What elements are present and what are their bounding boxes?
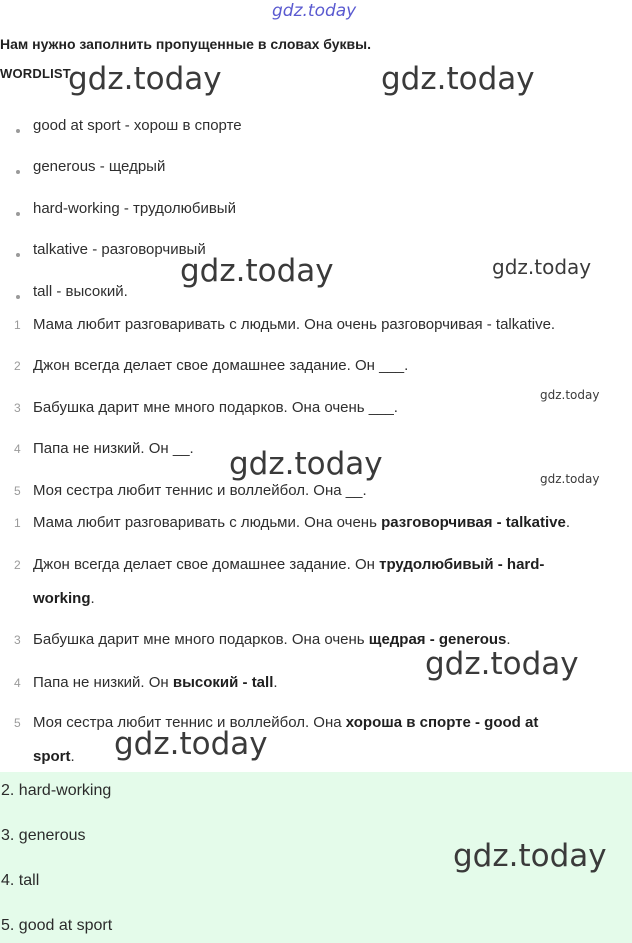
watermark: gdz.today (540, 472, 600, 486)
task-number: 1 (14, 318, 21, 332)
task-number: 2 (14, 359, 21, 373)
intro-text: Нам нужно заполнить пропущенные в словах буквы. (0, 36, 371, 52)
watermark-top: gdz.today (272, 1, 357, 21)
wordlist-item: good at sport - хорош в спорте (33, 117, 242, 134)
watermark: gdz.today (492, 255, 592, 279)
answer-text-continued: working. (33, 590, 95, 607)
answer-text-continued: sport. (33, 748, 75, 765)
answer-text: Моя сестра любит теннис и воллейбол. Она хороша в спорте - good at (33, 714, 539, 731)
task-number: 3 (14, 401, 21, 415)
final-answer: 4. tall (1, 872, 40, 889)
answer-number: 4 (14, 676, 21, 690)
watermark: gdz.today (425, 646, 579, 682)
bullet (16, 253, 20, 257)
wordlist-title: WORDLIST (0, 66, 71, 81)
answer-number: 3 (14, 633, 21, 647)
watermark: gdz.today (229, 446, 383, 482)
wordlist-item: generous - щедрый (33, 158, 166, 175)
watermark: gdz.today (114, 726, 268, 762)
task-text: Моя сестра любит теннис и воллейбол. Она __. (33, 482, 367, 499)
final-answer: 3. generous (1, 827, 86, 844)
bullet (16, 212, 20, 216)
answer-number: 1 (14, 516, 21, 530)
task-text: Мама любит разговаривать с людьми. Она очень разговорчивая - talkative. (33, 316, 556, 333)
watermark: gdz.today (453, 838, 607, 874)
task-text: Папа не низкий. Он __. (33, 440, 194, 457)
watermark: gdz.today (540, 388, 600, 402)
bullet (16, 170, 20, 174)
watermark: gdz.today (68, 61, 222, 97)
bullet (16, 295, 20, 299)
answer-text: Папа не низкий. Он высокий - tall. (33, 674, 278, 691)
watermark: gdz.today (180, 253, 334, 289)
task-number: 4 (14, 442, 21, 456)
answer-text: Мама любит разговаривать с людьми. Она очень разговорчивая - talkative. (33, 514, 570, 531)
answer-text: Джон всегда делает свое домашнее задание. Он трудолюбивый - hard- (33, 556, 545, 573)
task-text: Джон всегда делает свое домашнее задание. Он ___. (33, 357, 409, 374)
task-text: Бабушка дарит мне много подарков. Она очень ___. (33, 399, 398, 416)
bullet (16, 129, 20, 133)
task-number: 5 (14, 484, 21, 498)
answer-text: Бабушка дарит мне много подарков. Она очень щедрая - generous. (33, 631, 511, 648)
answer-number: 2 (14, 558, 21, 572)
final-answer: 2. hard-working (1, 782, 112, 799)
wordlist-item: tall - высокий. (33, 283, 128, 300)
final-answer: 5. good at sport (1, 917, 113, 934)
wordlist-item: hard-working - трудолюбивый (33, 200, 236, 217)
wordlist-item: talkative - разговорчивый (33, 241, 206, 258)
watermark: gdz.today (381, 61, 535, 97)
answer-number: 5 (14, 716, 21, 730)
